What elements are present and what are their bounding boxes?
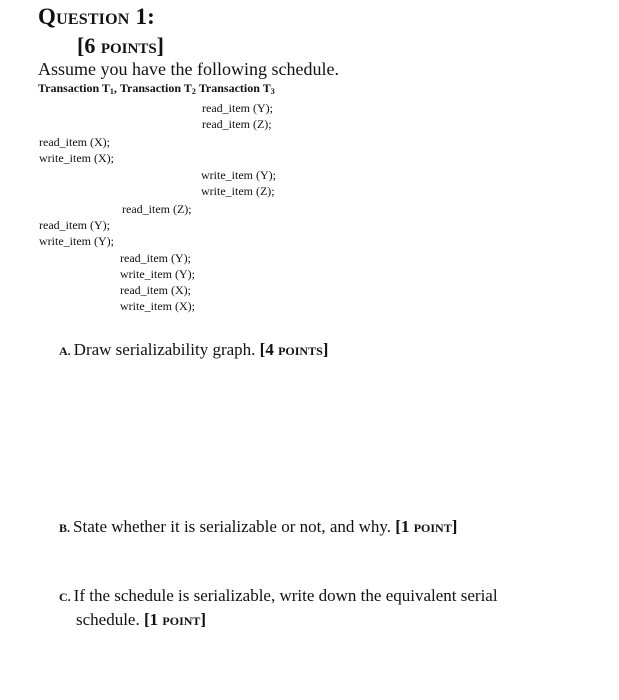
schedule-op: write_item (Y); xyxy=(120,267,195,281)
intro-text: Assume you have the following schedule. xyxy=(38,59,339,79)
header-t3: Transaction $T_3$ xyxy=(198,81,275,96)
part-c xyxy=(59,586,498,606)
part-c-continued xyxy=(76,610,206,630)
schedule-op: read_item (Y); xyxy=(120,251,191,265)
part-c-letter: C. xyxy=(59,590,71,604)
header-t1: Transaction $T_1$, xyxy=(38,81,117,96)
part-b xyxy=(59,517,457,537)
schedule-op: read_item (Z); xyxy=(202,117,272,131)
header-t2: Transaction $T_2$ xyxy=(119,81,196,96)
part-a-letter: A. xyxy=(59,344,71,358)
part-c-text-2: schedule. xyxy=(76,610,140,629)
part-c-points: [1 point] xyxy=(143,610,207,629)
schedule-op: write_item (Z); xyxy=(201,184,275,198)
schedule-header xyxy=(38,81,275,96)
part-a-points: [4 points] xyxy=(259,340,329,359)
part-a-text: Draw serializability graph. xyxy=(73,340,256,359)
schedule-op: read_item (Y); xyxy=(39,218,110,232)
schedule-op: write_item (Y); xyxy=(39,234,114,248)
question-points: [6 points] xyxy=(77,33,164,58)
schedule-op: read_item (Z); xyxy=(122,202,192,216)
schedule-op: write_item (X); xyxy=(120,299,195,313)
part-a xyxy=(59,340,328,360)
part-c-text: If the schedule is serializable, write down the equivalent serial xyxy=(73,586,498,605)
schedule-op: read_item (Y); xyxy=(202,101,273,115)
question-title: Question 1: xyxy=(38,4,156,29)
schedule-op: write_item (Y); xyxy=(201,168,276,182)
part-b-letter: B. xyxy=(59,521,71,535)
schedule-op: write_item (X); xyxy=(39,151,114,165)
part-b-text: State whether it is serializable or not, and why. xyxy=(73,517,392,536)
schedule-op: read_item (X); xyxy=(120,283,191,297)
schedule-op: read_item (X); xyxy=(39,135,110,149)
part-b-points: [1 point] xyxy=(395,517,458,536)
